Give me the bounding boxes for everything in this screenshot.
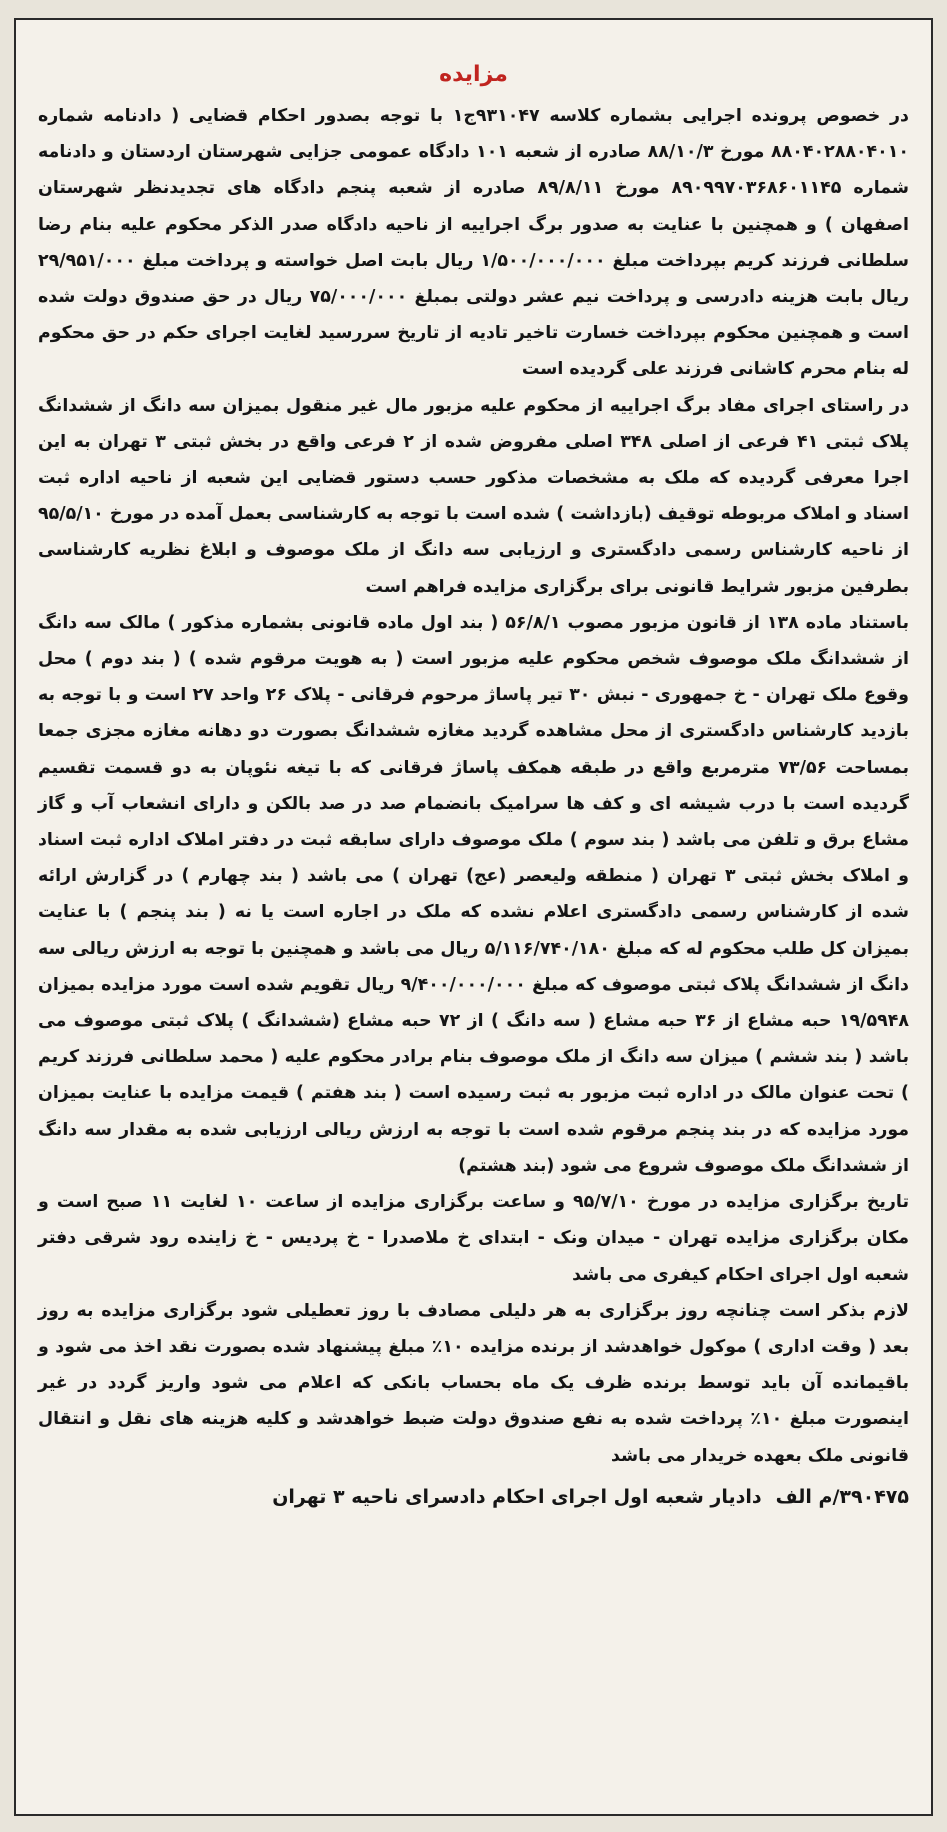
paragraph-case-details: در خصوص پرونده اجرایی بشماره کلاسه ۹۳۱۰۴۷ج۱ با توجه بصدور احکام قضایی ( دادنامه شماره ۸۸۰۴۰۲۸۸۰۴۰۱۰ مورخ ۸۸/۱۰/۳ صادره از شعبه ۱۰۱ دادگاه عمومی جزایی شهرستان اردستان و دادنامه شماره ۸۹۰۹۹۷۰۳۶۸۶۰۱۱۴۵ مورخ ۸۹/۸/۱۱ صادره از شعبه پنجم دادگاه های تجدیدنظر شهرستان اصفهان ) و همچنین با عنایت به صدور برگ اجراییه از ناحیه دادگاه صدر الذکر محکوم علیه بنام رضا سلطانی فرزند کریم بپرداخت مبلغ ۱/۵۰۰/۰۰۰/۰۰۰ ریال بابت اصل خواسته و پرداخت مبلغ ۲۹/۹۵۱/۰۰۰ ریال بابت هزینه دادرسی و پرداخت نیم عشر دولتی بمبلغ ۷۵/۰۰۰/۰۰۰ ریال در حق صندوق دولت شده است و همچنین محکوم بپرداخت خسارت تاخیر تادیه از تاریخ سررسید لغایت اجرای حکم در حق محکوم له بنام محرم کاشانی فرزند علی گردیده است xyxy=(38,106,910,380)
auction-notice xyxy=(14,18,933,1816)
paragraph-auction-terms: لازم بذکر است چنانچه روز برگزاری به هر دلیلی مصادف با روز تعطیلی شود برگزاری مزایده به روز بعد ( وقت اداری ) موکول خواهدشد از برنده مزایده ۱۰٪ مبلغ پیشنهاد شده بصورت نقد اخذ می شود و باقیمانده آن باید توسط برنده ظرف یک ماه بحساب بانکی که اعلام می شود واریز گردد در غیر اینصورت مبلغ ۱۰٪ پرداخت شده به نفع صندوق دولت ضبط خواهدشد و کلیه هزینه های نقل و انتقال قانونی ملک بعهده خریدار می باشد xyxy=(38,1300,910,1466)
paragraph-property-specs: باستناد ماده ۱۳۸ از قانون مزبور مصوب ۵۶/۸/۱ ( بند اول ماده قانونی بشماره مذکور ) مالک سه دانگ از ششدانگ ملک موصوف شخص محکوم علیه مزبور است ( به هویت مرقوم شده ) ( بند دوم ) محل وقوع ملک تهران - خ جمهوری - نبش ۳۰ تیر پاساژ مرحوم فرقانی - پلاک ۲۶ واحد ۲۷ است و با توجه به بازدید کارشناس دادگستری از محل مشاهده گردید مغازه ششدانگ بصورت دو دهانه مغازه مجزی جمعا بمساحت ۷۳/۵۶ مترمربع واقع در طبقه همکف پاساژ فرقانی که با تیغه نئوپان به دو قسمت تقسیم گردیده است با درب شیشه ای و کف ها سرامیک بانضمام صد در صد بالکن و دارای انشعاب آب و گاز مشاع برق و تلفن می باشد ( بند سوم ) ملک موصوف دارای سابقه ثبت در دفتر املاک اداره ثبت اسناد و املاک بخش ثبتی ۳ تهران ( منطقه ولیعصر (عج) تهران ) می باشد ( بند چهارم ) در گزارش ارائه شده از کارشناس رسمی دادگستری اعلام نشده که ملک در اجاره است یا نه ( بند پنجم ) با عنایت بمیزان کل طلب محکوم له که مبلغ ۵/۱۱۶/۷۴۰/۱۸۰ ریال می باشد و همچنین با توجه به ارزش ریالی سه دانگ از ششدانگ پلاک ثبتی موصوف که مبلغ ۹/۴۰۰/۰۰۰/۰۰۰ ریال تقویم شده است مورد مزایده بمیزان ۱۹/۵۹۴۸ حبه مشاع از ۳۶ حبه مشاع ( سه دانگ ) از ۷۲ حبه مشاع (ششدانگ ) پلاک ثبتی موصوف می باشد ( بند ششم ) میزان سه دانگ از ملک موصوف بنام برادر محکوم علیه ( محمد سلطانی فرزند کریم ) تحت عنوان مالک در اداره ثبت مزبور به ثبت رسیده است ( بند هفتم ) قیمت مزایده با عنایت بمیزان مورد مزایده که در بند پنجم مرقوم شده است با توجه به ارزش ریالی ارزیابی شده به مقدار سه دانگ از ششدانگ ملک موصوف شروع می شود (بند هشتم) xyxy=(38,612,910,1176)
notice-title: مزایده xyxy=(439,62,508,87)
paragraph-auction-time-place: تاریخ برگزاری مزایده در مورخ ۹۵/۷/۱۰ و ساعت برگزاری مزایده از ساعت ۱۰ لغایت ۱۱ صبح است و مکان برگزاری مزایده تهران - میدان ونک - ابتدای خ ملاصدرا - خ پردیس - خ زاینده رود شرقی دفتر شعبه اول اجرای احکام کیفری می باشد xyxy=(38,1192,909,1285)
notice-footer xyxy=(38,1480,909,1514)
notice-signature: دادیار شعبه اول اجرای احکام دادسرای ناحیه ۳ تهران xyxy=(272,1485,762,1508)
paragraph-property-seizure: در راستای اجرای مفاد برگ اجراییه از محکوم علیه مزبور مال غیر منقول بمیزان سه دانگ از ششدانگ پلاک ثبتی ۴۱ فرعی از اصلی ۳۴۸ اصلی مفروض شده از ۲ فرعی واقع در بخش ثبتی ۳ تهران به این اجرا معرفی گردیده که ملک به مشخصات مذکور حسب دستور قضایی این شعبه از ناحیه اداره ثبت اسناد و املاک مربوطه توقیف (بازداشت ) شده است با توجه به کارشناسی بعمل آمده در مورخ ۹۵/۵/۱۰ از ناحیه کارشناس رسمی دادگستری و ارزیابی سه دانگ از ملک موصوف و ابلاغ نظریه کارشناسی بطرفین مزبور شرایط قانونی برای برگزاری مزایده فراهم است xyxy=(38,395,910,597)
notice-code: ۳۹۰۴۷۵/م الف xyxy=(775,1485,909,1508)
